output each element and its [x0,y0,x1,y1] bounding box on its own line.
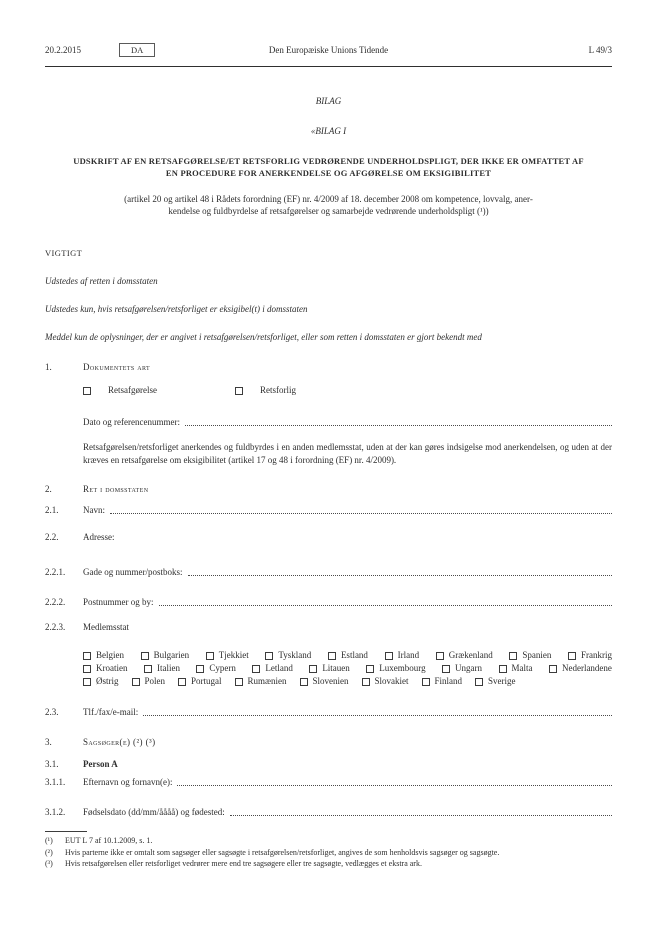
section-3-heading-row [45,736,612,749]
language-badge: DA [119,43,155,57]
member-state-label: Polen [144,676,166,686]
checkbox-icon[interactable] [475,678,483,686]
checkbox-icon[interactable] [252,665,260,673]
checkbox-icon[interactable] [265,652,273,660]
footnote-marker: (³) [45,859,53,868]
section-1-heading-row [45,361,612,374]
member-state-option[interactable] [328,649,368,662]
field-row-adresse [45,531,612,544]
footnote-text: Hvis parterne ikke er omtalt som sagsøger eller sagsøgte i retsafgørelsen/retsforliget, angives de som henholdsvis sagsøger og sagsøgte. [65,847,500,857]
field-number: 2.1. [45,505,59,515]
member-state-option[interactable] [509,649,551,662]
section-number: 1. [45,362,52,372]
checkbox-icon[interactable] [83,652,91,660]
member-state-label: Nederlandene [561,663,612,673]
field-row-navn [45,504,612,517]
field-row-gade [45,566,612,579]
person-a-label: Person A [83,759,118,769]
member-state-option[interactable] [385,649,420,662]
footnote-marker: (²) [45,847,53,857]
member-state-option[interactable] [499,662,533,675]
member-state-option[interactable] [366,662,425,675]
member-state-option[interactable] [144,662,180,675]
footnote-text: EUT L 7 af 10.1.2009, s. 1. [65,836,153,845]
member-state-option[interactable] [436,649,493,662]
document-title [45,155,612,179]
field-label: Adresse: [83,532,115,542]
field-label: Navn: [83,505,105,515]
field-label: Dato og referencenummer: [83,417,180,427]
fill-in-line[interactable] [159,596,612,606]
member-state-label: Frankrig [581,650,612,660]
field-label: Fødselsdato (dd/mm/åååå) og fødested: [83,807,225,817]
checkbox-icon[interactable] [83,665,91,673]
member-state-label: Slovakiet [374,676,409,686]
checkbox-icon[interactable] [362,678,370,686]
member-state-label: Spanien [522,650,552,660]
field-number: 3.1. [45,759,59,769]
header-date: 20.2.2015 [45,45,81,55]
checkbox-icon[interactable] [436,652,444,660]
member-state-option[interactable] [132,675,166,688]
field-row-efternavn [45,776,612,789]
field-number: 2.2.1. [45,567,66,577]
field-label: Postnummer og by: [83,597,154,607]
checkbox-icon[interactable] [385,652,393,660]
checkbox-icon[interactable] [549,665,557,673]
member-state-label: Bulgarien [153,650,190,660]
fill-in-line[interactable] [143,706,612,716]
section-heading: Dokumentets art [83,362,151,372]
member-state-option[interactable] [83,662,128,675]
fill-in-line[interactable] [188,566,613,576]
member-state-label: Tyskland [278,650,312,660]
member-state-label: Finland [434,676,463,686]
section-heading: Sagsøger(e) (²) (³) [83,737,156,747]
section-2-heading-row [45,483,612,496]
page-number: L 49/3 [588,45,612,55]
footnote [45,848,612,859]
member-state-option[interactable] [83,649,124,662]
field-number: 3.1.2. [45,807,66,817]
important-heading: VIGTIGT [45,248,83,258]
section-heading: Ret i domsstaten [83,484,149,494]
member-state-option[interactable] [265,649,311,662]
checkbox-icon[interactable] [132,678,140,686]
member-state-label: Rumænien [247,676,287,686]
member-state-option[interactable] [422,675,463,688]
member-state-row [83,662,612,675]
member-state-label: Luxembourg [379,663,426,673]
checkbox-icon[interactable] [144,665,152,673]
member-state-label: Sverige [488,676,516,686]
document-title-line2: EN PROCEDURE FOR ANERKENDELSE OG AFGØRELSE OM EKSIGIBILITET [165,168,492,178]
checkbox-icon[interactable] [442,665,450,673]
instruction-notes [45,275,612,344]
member-state-option[interactable] [83,675,119,688]
footnote-text: Hvis retsafgørelsen eller retsforliget vedrører mere end tre sagsøgere eller tre sagsøgte, vedlægges et ekstra ark. [65,859,422,868]
field-number: 2.3. [45,707,59,717]
member-state-label: Kroatien [96,663,128,673]
date-reference-row [83,416,612,429]
fill-in-line[interactable] [230,806,612,816]
member-state-option[interactable] [549,662,612,675]
member-state-option[interactable] [475,675,516,688]
member-state-label: Belgien [96,650,124,660]
member-state-option[interactable] [206,649,249,662]
field-row-fodselsdato [45,806,612,819]
checkbox-icon[interactable] [83,678,91,686]
member-state-option[interactable] [300,675,349,688]
field-label: Efternavn og fornavn(e): [83,777,173,787]
footnote [45,859,612,870]
annex-label: BILAG [315,96,342,106]
member-state-option[interactable] [235,675,287,688]
document-type-options [83,384,612,397]
fill-in-line[interactable] [185,416,612,426]
document-subtitle-line2: kendelse og fuldbyrdelse af retsafgørelser og samarbejde vedrørende underholdspligt (¹)) [168,206,489,216]
person-a-row [45,758,612,771]
field-label: Gade og nummer/postboks: [83,567,183,577]
option-retsafgorelse[interactable] [83,384,235,397]
section-number: 2. [45,484,52,494]
checkbox-icon[interactable] [366,665,374,673]
member-state-label: Portugal [191,676,222,686]
field-number: 2.2. [45,532,59,542]
member-state-label: Cypern [209,663,236,673]
member-state-option[interactable] [309,662,350,675]
field-number: 2.2.3. [45,622,66,632]
checkbox-icon[interactable] [300,678,308,686]
fill-in-line[interactable] [177,776,612,786]
annex-number: «BILAG I [310,126,347,136]
instruction-note: Udstedes af retten i domsstaten [45,276,158,286]
member-state-row [83,649,612,662]
field-label: Tlf./fax/e-mail: [83,707,139,717]
option-retsforlig[interactable] [235,384,387,397]
checkbox-icon[interactable] [509,652,517,660]
member-state-label: Slovenien [312,676,349,686]
member-state-option[interactable] [196,662,236,675]
member-state-option[interactable] [442,662,482,675]
member-state-label: Letland [265,663,293,673]
member-state-option[interactable] [568,649,612,662]
member-state-label: Tjekkiet [218,650,249,660]
footnote-separator [45,831,87,832]
page-header [45,44,612,67]
checkbox-icon[interactable] [178,678,186,686]
member-state-label: Italien [156,663,180,673]
member-state-option[interactable] [141,649,190,662]
checkbox-icon[interactable] [309,665,317,673]
field-row-postnummer [45,596,612,609]
member-state-option[interactable] [362,675,409,688]
checkbox-icon[interactable] [499,665,507,673]
checkbox-icon[interactable] [83,387,91,395]
field-number: 3.1.1. [45,777,66,787]
section-1-paragraph: Retsafgørelsen/retsforliget anerkendes og fuldbyrdes i en anden medlemsstat, uden at der kan gøres indsigelse mod anerkendelsen, og uden at der kræves en retsafgørelse om eksigibilitet (artikel 17 og 48 i forordning (EF) nr. 4/2009). [83,442,612,465]
member-state-label: Malta [511,663,533,673]
member-state-option[interactable] [252,662,293,675]
field-row-tlf [45,706,612,719]
field-row-medlemsstat [45,621,612,634]
document-subtitle-line1: (artikel 20 og artikel 48 i Rådets forordning (EF) nr. 4/2009 af 18. december 2008 om kompetence, lovvalg, aner- [124,194,533,204]
member-state-label: Irland [397,650,420,660]
footnotes [45,831,612,870]
checkbox-icon[interactable] [206,652,214,660]
member-state-label: Østrig [96,676,119,686]
section-number: 3. [45,737,52,747]
instruction-note: Meddel kun de oplysninger, der er angivet i retsafgørelsen/retsforliget, eller som retten i domsstaten er gjort bekendt med [45,332,482,342]
journal-title: Den Europæiske Unions Tidende [268,45,389,55]
checkbox-icon[interactable] [141,652,149,660]
footnote [45,836,612,847]
member-state-label: Grækenland [448,650,493,660]
document-title-line1: UDSKRIFT AF EN RETSAFGØRELSE/ET RETSFORLIG VEDRØRENDE UNDERHOLDSPLIGT, DER IKKE ER OMFATTET AF [73,156,584,166]
field-label: Medlemsstat [83,622,129,632]
option-label: Retsforlig [260,385,296,395]
footnote-marker: (¹) [45,836,53,845]
member-state-row [83,675,612,688]
checkbox-icon[interactable] [568,652,576,660]
member-state-label: Litauen [322,663,350,673]
checkbox-icon[interactable] [235,678,243,686]
member-state-checkboxes [83,649,612,688]
member-state-label: Ungarn [455,663,483,673]
instruction-note: Udstedes kun, hvis retsafgørelsen/retsforliget er eksigibel(t) i domsstaten [45,304,308,314]
document-subtitle [45,193,612,217]
checkbox-icon[interactable] [196,665,204,673]
field-number: 2.2.2. [45,597,66,607]
member-state-option[interactable] [178,675,222,688]
member-state-label: Estland [340,650,368,660]
checkbox-icon[interactable] [235,387,243,395]
fill-in-line[interactable] [110,504,612,514]
option-label: Retsafgørelse [108,385,157,395]
checkbox-icon[interactable] [422,678,430,686]
checkbox-icon[interactable] [328,652,336,660]
